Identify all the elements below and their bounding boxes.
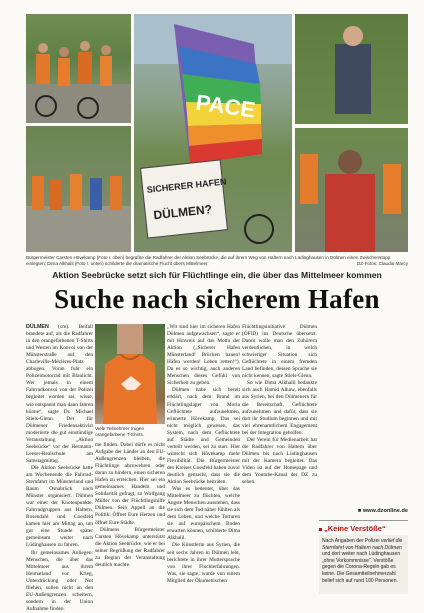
article-column-1 [26, 324, 93, 613]
article-column-4 [242, 324, 317, 486]
photo-caption [26, 255, 408, 267]
paragraph: Der Verein für Medienarbeit hat die Radfahrer von Haltern über Dülmen bis nach Lüdinghausen mit der Kamera begleitet. Das Video ist auf der Homepage und dem Youtube-Kanal der DZ zu sehen. [242, 436, 317, 486]
paragraph: Die Künstlerin aus Syrien, die seit sechs Jahren in Dülmen lebt, berichtete in ihrer Muttersprache von ihrer Fluchterfahrungen. Was, sie sagte, wurde von einem Mitglied der Ökumenischen [167, 542, 240, 584]
dateline: DÜLMEN [26, 324, 49, 330]
headline: Suche nach sicherem Hafen [54, 284, 380, 314]
info-box-text: Nach Angaben der Polizei verlief die Sternfahrt von Haltern nach Dülmen und dort weiter nach Lüdinghausen „ohne Vorkommnisse“. Verstöße gegen die Corona-Regeln gab es keine. Die Gesamtteilnehmerzahl belief sich auf rund 100 Personen. [319, 535, 408, 594]
paragraph: Dülmens Bürgermeister Carsten Hövekamp unterstützt die Aktion Seebrücke, wie er bei seiner Begrüßung der Radfahrer zu Beginn der Veranstaltung deutlich machte. [95, 526, 165, 568]
paragraph: Flüchtlingsinitiative Dülmen (ÖFID) ins Deutsche übersetzt. Damit wolle man den Zuhörern verdeutlichen, in welch schwieriger Situation sich Geflüchtete in einem fremden Land befinden, dessen Sprache sie nicht kennen, sagte Stiels-Glenn. [242, 324, 317, 380]
caption-text: Bürgermeister Carsten Hövekamp (Foto r. oben) begrüßte die Radfahrer der Aktion Seebrücke, die auf ihrem Weg von Haltern nach Lüdinghausen in Dülmen einen Zwischenstopp einlegten; Dima Alkhalil (Foto r. unten) schilderte die dramatische Flucht übers Mittelmeer. [26, 255, 391, 267]
photo-credit: DZ-Fotos: Claudia Marcy [356, 261, 408, 267]
kicker: Aktion Seebrücke setzt sich für Flüchtlinge ein, die über das Mittelmeer kommen [52, 270, 382, 280]
photo-collage [26, 14, 408, 252]
article-column-3 [167, 324, 240, 585]
paragraph: me finden. Dabei dürfe es nicht Aufgabe der Länder an den EU-Außengrenzen bleiben, die Flüchtlinge abzuwehren oder daran zu hindern, einen sicheren Hafen zu erreichen. Hier sei ein gemeinsames Handeln und Solidarität gefragt, so Wolfgang Müller von der Flüchtlingshilfe Dülmen. Sein Appell an die Politik: Öffnet Eure Herzen und öffnet Eure Städte. [95, 442, 165, 526]
info-box-title: „Keine Verstöße“ [319, 521, 408, 535]
sign-text-2: DÜLMEN? [152, 202, 213, 223]
square-bullet-icon [319, 528, 322, 531]
photo-mayor-speaker [295, 14, 408, 252]
photo-group-square [26, 126, 131, 252]
paragraph: Dülmen habe sich bereit erklärt, nach dem Brand im Flüchtlingslager von Moria Geflüchtete aufzunehmen, erinnerte Hövekamp. Das sei nicht möglich gewesen, das System, nach dem Geflüchtete auf Städte und Gemeinden verteilt werden, sei zu starr. Hier wünscht sich Hövekamp mehr Flexibilität. Die Bürgermeister des Kreises Coesfeld haben zuvor deutlich gemacht, dass sie die Aktion Seebrücke beiträten. [167, 387, 240, 486]
paragraph: So wie Dima Alkhalil bedankte sich auch Hamid Alhaw, ebenfalls aus Syrien, bei den Dülmenern für die Bereitschaft, Geflüchtete aufzunehmen und dafür, dass sie dort ihr Studium beginnen und mit viel ehrenamtlichem Engagement bei der Integration geholfen. [242, 380, 317, 436]
paragraph: Ihr gemeinsames Anliegen: Menschen, die über das Mittelmeer aus ihrem Heimatland vor Krieg, Unterdrückung oder Not fliehen, sollen nicht an den EU-Außengrenzen scheitern, sondern in der Union Aufnahme finden. [26, 549, 93, 612]
info-box [319, 520, 408, 595]
paragraph: Beifall brandete auf, als die Radfahrer in den orangefarbenen T-Shirts und Westen im Konvoi von der Münsterstraße auf den Charleville-Mézières-Platz abbogen. Voran fuhr ein Polizeimotorrad mit Blaulicht. Wer jemals in einem Fahrradkonvoi von der Polizei begleitet worden sei, wisse, wie entspannt man dann fahren könne“, sagte Dr. Michael Stiels-Glenn. Der für Dülmener Friedensaktivist moderierte die gut einstündige Veranstaltung „Aktion Seebrücke“ vor der Hermann-Leeser-Realschule am Samstagmittag. [26, 324, 93, 464]
photo-cyclists-vests [26, 14, 131, 123]
paragraph: „Wir sind hier im sicheren Hafen Dülmen aufgewachsen“, sagte er mit Hinweis auf das Motto der Aktion („Sicherer Hafen Münsterland! Brücken bauen! Häfen werden! Leben retten!“). Da es so wichtig, auch anderen Menschen dieses Gefühl von Sicherheit zu geben. [167, 324, 240, 387]
photo-sign-flag [134, 14, 292, 252]
arrow-icon: ■ [357, 508, 363, 514]
inline-photo-caption: Viele Teilnehmer trugen orangefarbene T-Shirts. [95, 426, 145, 437]
website-link[interactable]: ■ www.dzonline.de [357, 508, 408, 514]
inline-photo-orange-shirt [95, 324, 165, 424]
sign-text-1: SICHERER HAFEN [146, 176, 227, 195]
author-tag: (cm). [57, 324, 70, 330]
paragraph: Was es bedeutet, über das Mittelmeer zu flüchten, welche Ängste Menschen ausstehen, dass sie sich dem Tod näher fühlten als dem Leben, und welche Torturen sie auf europäischem Boden erwarten können, schilderte Dima Alkhalil. [167, 486, 240, 542]
flag-text: PACE [194, 89, 257, 123]
article-column-2 [95, 442, 165, 569]
paragraph: Die Aktion Seebrücke hatte am Wochenende die Fahrrad-Sternfahrt im Münsterland und Raum Osnabrück nach Münster organisiert. Dülmen war einer der Knotenpunkte. Fahrradgruppen aus Haltern, Rosendahl und Coesfeld kamen hier am Mittag an, um gut eine Stunde später gemeinsam weiter nach Lüdinghausen zu fahren. [26, 464, 93, 549]
